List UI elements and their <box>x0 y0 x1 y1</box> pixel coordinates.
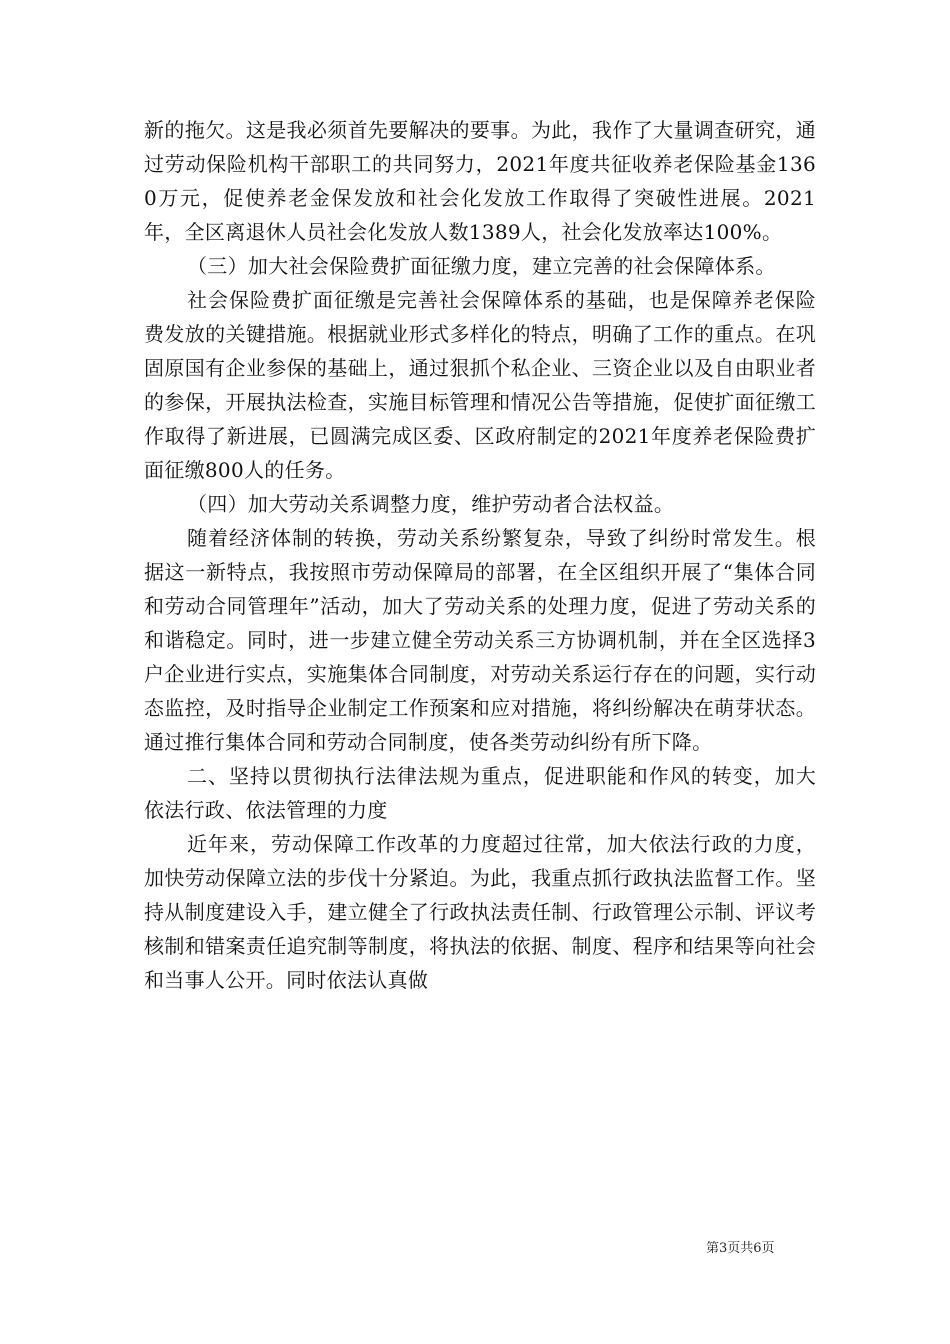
paragraph-2-heading: （三）加大社会保险费扩面征缴力度，建立完善的社会保障体系。 <box>187 254 776 278</box>
paragraph-7: 近年来，劳动保障工作改革的力度超过往常，加大依法行政的力度，加快劳动保障立法的步伐十分紧迫。为此，我重点抓行政执法监督工作。坚持从制度建设入手，建立健全了行政执法责任制、行政管理公示制、评议考核制和错案责任追究制等制度，将执法的依据、制度、程序和结果等向社会和当事人公开。同时依法认真做 <box>144 832 816 992</box>
paragraph-6-heading: 二、坚持以贯彻执行法律法规为重点，促进职能和作风的转变，加大依法行政、依法管理的力度 <box>144 764 816 822</box>
paragraph-1: 新的拖欠。这是我必须首先要解决的要事。为此，我作了大量调查研究，通过劳动保险机构干部职工的共同努力，2021年度共征收养老保险基金1360万元，促使养老金保发放和社会化发放工作取得了突破性进展。2021年，全区离退休人员社会化发放人数1389人，社会化发放率达100%。 <box>144 118 816 244</box>
page-number-footer: 第3页共6页 <box>706 1241 775 1256</box>
paragraph-4-heading: （四）加大劳动关系调整力度，维护劳动者合法权益。 <box>187 492 675 516</box>
document-body <box>144 113 816 997</box>
paragraph-5: 随着经济体制的转换，劳动关系纷繁复杂，导致了纠纷时常发生。根据这一新特点，我按照市劳动保障局的部署，在全区组织开展了“集体合同和劳动合同管理年”活动，加大了劳动关系的处理力度，促进了劳动关系的和谐稳定。同时，进一步建立健全劳动关系三方协调机制，并在全区选择3户企业进行实点，实施集体合同制度，对劳动关系运行存在的问题，实行动态监控，及时指导企业制定工作预案和应对措施，将纠纷解决在萌芽状态。通过推行集体合同和劳动合同制度，使各类劳动纠纷有所下降。 <box>144 526 816 754</box>
paragraph-3: 社会保险费扩面征缴是完善社会保障体系的基础，也是保障养老保险费发放的关键措施。根据就业形式多样化的特点，明确了工作的重点。在巩固原国有企业参保的基础上，通过狠抓个私企业、三资企业以及自由职业者的参保，开展执法检查，实施目标管理和情况公告等措施，促使扩面征缴工作取得了新进展，已圆满完成区委、区政府制定的2021年度养老保险费扩面征缴800人的任务。 <box>144 288 816 482</box>
